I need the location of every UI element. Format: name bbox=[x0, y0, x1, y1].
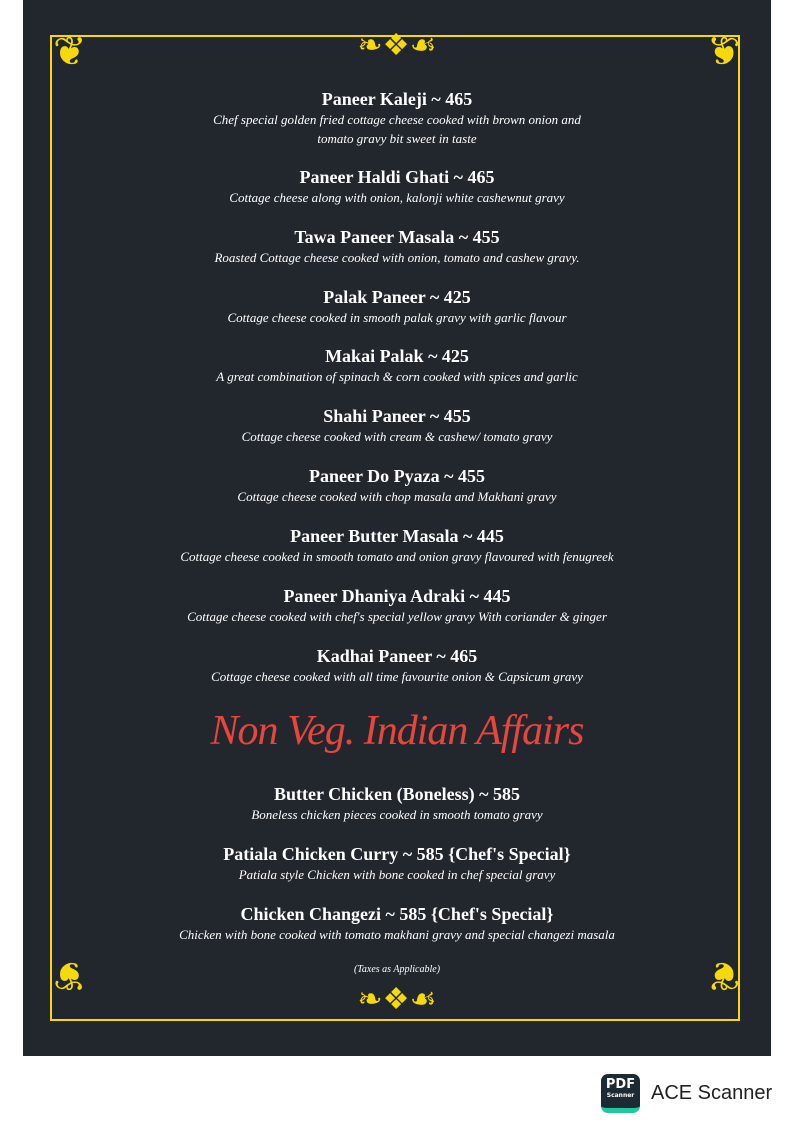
menu-item-description: Boneless chicken pieces cooked in smooth tomato gravy bbox=[251, 807, 543, 822]
pdf-scanner-logo-icon bbox=[601, 1074, 640, 1113]
corner-ornament-icon: ❦ bbox=[53, 29, 87, 74]
menu-item-description: Patiala style Chicken with bone cooked in chef special gravy bbox=[238, 867, 556, 882]
menu-item bbox=[23, 585, 771, 626]
menu-item-description: Cottage cheese cooked with chef's special yellow gravy With coriander & ginger bbox=[187, 609, 607, 624]
menu-item bbox=[23, 166, 771, 207]
menu-page bbox=[23, 0, 771, 1056]
menu-item-description: Chef special golden fried cottage cheese cooked with brown onion and bbox=[213, 112, 581, 127]
menu-item bbox=[23, 88, 771, 148]
menu-item-description: Cottage cheese cooked with cream & cashew/ tomato gravy bbox=[241, 429, 553, 444]
scanner-watermark bbox=[601, 1074, 772, 1113]
menu-item-title: Tawa Paneer Masala ~ 455 bbox=[294, 227, 500, 247]
corner-ornament-icon: ❦ bbox=[707, 953, 741, 998]
menu-item-title: Chicken Changezi ~ 585 {Chef's Special} bbox=[240, 904, 554, 924]
menu-item-description: Cottage cheese cooked in smooth palak gravy with garlic flavour bbox=[227, 310, 567, 325]
menu-item-title: Patiala Chicken Curry ~ 585 {Chef's Special} bbox=[223, 844, 571, 864]
corner-ornament-icon: ❦ bbox=[707, 29, 741, 74]
menu-item bbox=[23, 286, 771, 327]
menu-item bbox=[23, 645, 771, 686]
bottom-center-ornament-icon: ❧❖☙ bbox=[357, 983, 437, 1016]
menu-item-title: Paneer Butter Masala ~ 445 bbox=[290, 526, 504, 546]
logo-subtext: Scanner bbox=[606, 1092, 635, 1099]
menu-item-description: Cottage cheese cooked in smooth tomato and onion gravy flavoured with fenugreek bbox=[180, 549, 614, 564]
menu-item-title: Kadhai Paneer ~ 465 bbox=[316, 646, 478, 666]
section-heading-nonveg: Non Veg. Indian Affairs bbox=[210, 708, 584, 754]
menu-item-description: A great combination of spinach & corn cooked with spices and garlic bbox=[216, 369, 578, 384]
menu-item-description: Roasted Cottage cheese cooked with onion, tomato and cashew gravy. bbox=[214, 250, 580, 265]
menu-item bbox=[23, 903, 771, 944]
menu-item-title: Paneer Haldi Ghati ~ 465 bbox=[299, 167, 495, 187]
menu-item-title: Paneer Kaleji ~ 465 bbox=[321, 89, 473, 109]
menu-item bbox=[23, 405, 771, 446]
menu-item bbox=[23, 525, 771, 566]
menu-item-description: Cottage cheese along with onion, kalonji white cashewnut gravy bbox=[229, 190, 565, 205]
menu-item bbox=[23, 783, 771, 824]
menu-item-title: Shahi Paneer ~ 455 bbox=[323, 406, 471, 426]
menu-item bbox=[23, 843, 771, 884]
menu-item-title: Makai Palak ~ 425 bbox=[325, 346, 469, 366]
taxes-note: (Taxes as Applicable) bbox=[353, 964, 441, 975]
menu-item-description: Chicken with bone cooked with tomato makhani gravy and special changezi masala bbox=[179, 927, 615, 942]
menu-item-description: Cottage cheese cooked with all time favourite onion & Capsicum gravy bbox=[211, 669, 583, 684]
menu-item-title: Palak Paneer ~ 425 bbox=[323, 287, 471, 307]
menu-item bbox=[23, 226, 771, 267]
menu-item bbox=[23, 465, 771, 506]
scanner-name: ACE Scanner bbox=[651, 1082, 773, 1104]
menu-item-description: tomato gravy bit sweet in taste bbox=[317, 131, 477, 146]
menu-item bbox=[23, 345, 771, 386]
top-center-ornament-icon: ❧❖☙ bbox=[357, 29, 437, 62]
logo-text: PDF bbox=[605, 1077, 636, 1092]
menu-item-description: Cottage cheese cooked with chop masala and Makhani gravy bbox=[237, 489, 557, 504]
menu-item-title: Paneer Dhaniya Adraki ~ 445 bbox=[283, 586, 511, 606]
corner-ornament-icon: ❦ bbox=[53, 953, 87, 998]
menu-item-title: Paneer Do Pyaza ~ 455 bbox=[309, 466, 485, 486]
menu-item-title: Butter Chicken (Boneless) ~ 585 bbox=[273, 784, 521, 804]
